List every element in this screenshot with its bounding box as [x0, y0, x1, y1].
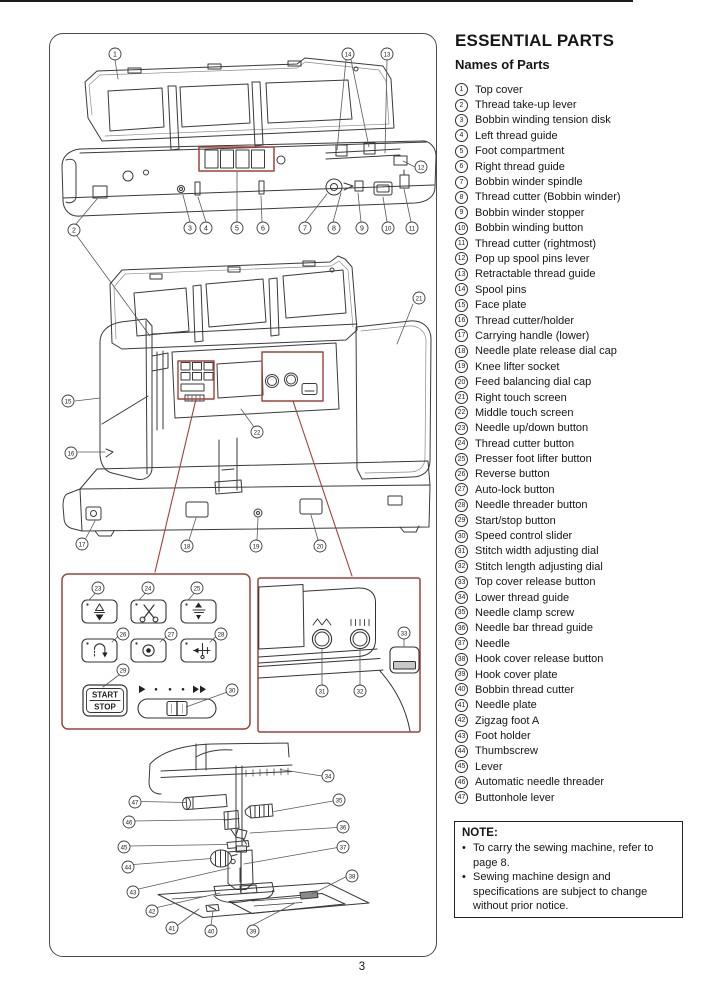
part-item — [455, 451, 690, 466]
part-label: Retractable thread guide — [475, 268, 596, 281]
part-item — [455, 728, 690, 743]
part-number-badge: 29 — [455, 514, 468, 527]
part-label: Top cover release button — [475, 576, 596, 589]
callout-11 — [406, 222, 418, 234]
part-number-badge: 1 — [455, 83, 468, 96]
part-item — [455, 328, 690, 343]
part-number-badge: 6 — [455, 160, 468, 173]
callout-30 — [226, 684, 238, 696]
speed-slow-icon — [139, 686, 146, 694]
part-label: Buttonhole lever — [475, 791, 555, 804]
part-number-badge: 40 — [455, 683, 468, 696]
part-item — [455, 236, 690, 251]
part-label: Spool pins — [475, 283, 527, 296]
part-label: Speed control slider — [475, 530, 573, 543]
part-item — [455, 682, 690, 697]
part-label: Needle up/down button — [475, 422, 589, 435]
part-number-badge: 20 — [455, 376, 468, 389]
parts-list-column — [455, 31, 690, 805]
part-number-badge: 36 — [455, 622, 468, 635]
part-item — [455, 744, 690, 759]
part-label: Needle bar thread guide — [475, 622, 594, 635]
svg-text:4: 4 — [204, 225, 208, 233]
part-number-badge: 45 — [455, 760, 468, 773]
part-item — [455, 498, 690, 513]
callout-33 — [398, 627, 410, 639]
svg-text:40: 40 — [207, 928, 215, 936]
note-box — [454, 821, 683, 918]
part-number-badge: 38 — [455, 653, 468, 666]
part-number-badge: 8 — [455, 191, 468, 204]
part-item — [455, 667, 690, 682]
part-label: Top cover — [475, 83, 523, 96]
part-number-badge: 33 — [455, 576, 468, 589]
part-label: Bobbin winder stopper — [475, 206, 585, 219]
part-label: Face plate — [475, 299, 527, 312]
part-number-badge: 27 — [455, 483, 468, 496]
svg-text:46: 46 — [125, 819, 133, 827]
needle-up-down-icon — [95, 604, 105, 621]
part-label: Stitch length adjusting dial — [475, 560, 603, 573]
svg-text:21: 21 — [415, 295, 423, 303]
svg-text:19: 19 — [252, 543, 260, 551]
part-item — [455, 297, 690, 312]
callout-43 — [127, 886, 139, 898]
part-number-badge: 3 — [455, 114, 468, 127]
note-list — [462, 841, 675, 914]
svg-text:38: 38 — [348, 873, 356, 881]
part-number-badge: 42 — [455, 714, 468, 727]
part-item — [455, 97, 690, 112]
part-label: Automatic needle threader — [475, 776, 605, 789]
part-number-badge: 26 — [455, 468, 468, 481]
part-label: Lower thread guide — [475, 591, 570, 604]
part-number-badge: 32 — [455, 560, 468, 573]
part-number-badge: 22 — [455, 406, 468, 419]
button-panel-detail-box — [62, 574, 250, 729]
part-item — [455, 344, 690, 359]
svg-text:5: 5 — [235, 225, 239, 233]
thumbscrew-part — [211, 850, 238, 867]
part-label: Bobbin winding tension disk — [475, 114, 611, 127]
callout-22 — [251, 426, 263, 438]
reverse-button — [82, 639, 117, 662]
svg-text:37: 37 — [339, 844, 347, 852]
auto-lock-button — [131, 639, 166, 662]
part-label: Middle touch screen — [475, 406, 574, 419]
top-view-leader-lines — [76, 60, 415, 336]
svg-text:9: 9 — [360, 225, 364, 233]
note-item-text: To carry the sewing machine, refer to page 8. — [473, 842, 654, 869]
svg-text:28: 28 — [217, 631, 225, 639]
callout-32 — [354, 685, 366, 697]
needle-up-down-button — [82, 600, 117, 623]
part-label: Feed balancing dial cap — [475, 376, 592, 389]
part-number-badge: 9 — [455, 206, 468, 219]
speed-fast-icon — [193, 686, 206, 694]
part-label: Needle plate — [475, 699, 537, 712]
part-label: Thread take-up lever — [475, 99, 577, 112]
part-item — [455, 313, 690, 328]
bullet-icon: • — [462, 842, 466, 854]
part-item — [455, 113, 690, 128]
stitch-length-dial — [350, 629, 369, 648]
svg-text:42: 42 — [148, 908, 156, 916]
start-stop-button — [83, 685, 127, 716]
part-item — [455, 282, 690, 297]
svg-text:47: 47 — [131, 799, 139, 807]
part-number-badge: 2 — [455, 99, 468, 112]
part-label: Needle plate release dial cap — [475, 345, 617, 358]
svg-text:13: 13 — [383, 51, 391, 59]
note-title: NOTE: — [462, 827, 498, 839]
part-item — [455, 790, 690, 805]
callout-25 — [191, 582, 203, 594]
part-item — [455, 159, 690, 174]
svg-text:22: 22 — [253, 429, 261, 437]
part-item — [455, 651, 690, 666]
svg-text:7: 7 — [303, 225, 307, 233]
part-item — [455, 467, 690, 482]
part-item — [455, 390, 690, 405]
callout-27 — [165, 628, 177, 640]
svg-text:17: 17 — [78, 541, 86, 549]
part-number-badge: 28 — [455, 499, 468, 512]
part-label: Presser foot lifter button — [475, 453, 592, 466]
svg-text:2: 2 — [72, 227, 76, 235]
part-number-badge: 25 — [455, 453, 468, 466]
zigzag-foot-part — [214, 883, 274, 903]
part-label: Bobbin winding button — [475, 222, 584, 235]
callout-17 — [76, 538, 88, 550]
callout-layer — [62, 48, 427, 937]
part-item — [455, 605, 690, 620]
callout-12 — [415, 161, 427, 173]
part-label: Thread cutter/holder — [475, 314, 575, 327]
part-label: Needle — [475, 637, 510, 650]
part-number-badge: 18 — [455, 345, 468, 358]
part-number-badge: 44 — [455, 745, 468, 758]
callout-10 — [382, 222, 394, 234]
scissors-icon — [140, 605, 158, 622]
note-item — [462, 870, 675, 914]
svg-text:43: 43 — [129, 889, 137, 897]
presser-foot-lifter-button — [181, 600, 216, 623]
part-item — [455, 482, 690, 497]
part-item — [455, 359, 690, 374]
callout-23 — [92, 582, 104, 594]
callout-31 — [316, 685, 328, 697]
svg-text:29: 29 — [119, 667, 127, 675]
callout-14 — [342, 48, 354, 60]
auto-lock-icon — [143, 645, 154, 656]
part-number-badge: 31 — [455, 545, 468, 558]
part-number-badge: 23 — [455, 422, 468, 435]
front-view-leader-lines — [75, 304, 413, 540]
front-view-diagram — [63, 256, 431, 576]
needle-threader-icon — [194, 644, 211, 659]
part-number-badge: 16 — [455, 314, 468, 327]
callout-5 — [231, 222, 243, 234]
part-label: Auto-lock button — [475, 483, 555, 496]
part-number-badge: 17 — [455, 329, 468, 342]
part-number-badge: 24 — [455, 437, 468, 450]
part-label: Hook cover plate — [475, 668, 558, 681]
needle-clamp-screw-part — [245, 804, 273, 818]
svg-text:23: 23 — [94, 585, 102, 593]
part-number-badge: 14 — [455, 283, 468, 296]
svg-text:32: 32 — [356, 688, 364, 696]
callout-3 — [184, 222, 196, 234]
svg-text:34: 34 — [324, 773, 332, 781]
part-number-badge: 43 — [455, 730, 468, 743]
part-number-badge: 19 — [455, 360, 468, 373]
part-item — [455, 174, 690, 189]
parts-list — [455, 82, 690, 805]
note-item — [462, 841, 675, 870]
part-item — [455, 190, 690, 205]
callout-20 — [314, 540, 326, 552]
callout-34 — [322, 770, 334, 782]
part-label: Thread cutter (rightmost) — [475, 237, 597, 250]
part-item — [455, 528, 690, 543]
svg-text:18: 18 — [183, 543, 191, 551]
part-item — [455, 636, 690, 651]
top-cover-release-button — [390, 647, 419, 673]
part-label: Hook cover release button — [475, 653, 604, 666]
part-label: Stitch width adjusting dial — [475, 545, 599, 558]
part-item — [455, 759, 690, 774]
callout-35 — [333, 794, 345, 806]
svg-text:36: 36 — [339, 824, 347, 832]
callout-40 — [205, 925, 217, 937]
section-subtitle: Names of Parts — [455, 57, 550, 72]
note-item-text: Sewing machine design and specifications are subject to change without prior notice. — [473, 871, 648, 913]
svg-text:1: 1 — [113, 51, 117, 59]
thread-cutter-button — [131, 600, 166, 623]
part-label: Thread cutter button — [475, 437, 575, 450]
part-item — [455, 374, 690, 389]
page-title: ESSENTIAL PARTS — [455, 31, 615, 50]
part-item — [455, 698, 690, 713]
part-label: Right thread guide — [475, 160, 565, 173]
part-label: Lever — [475, 760, 503, 773]
bobbin-thread-cutter-part — [206, 905, 219, 912]
callout-2 — [68, 224, 80, 236]
part-number-badge: 13 — [455, 268, 468, 281]
callout-44 — [122, 861, 134, 873]
callout-47 — [129, 796, 141, 808]
callout-16 — [65, 447, 77, 459]
speed-control-slider — [138, 686, 216, 719]
top-view-diagram — [62, 58, 436, 336]
stop-label: STOP — [94, 702, 116, 712]
callout-39 — [247, 925, 259, 937]
part-number-badge: 11 — [455, 237, 468, 250]
part-number-badge: 35 — [455, 606, 468, 619]
part-label: Foot compartment — [475, 145, 565, 158]
svg-text:14: 14 — [344, 51, 352, 59]
part-item — [455, 621, 690, 636]
needle-area-diagram — [130, 743, 370, 926]
part-label: Thumbscrew — [475, 745, 538, 758]
callout-36 — [337, 821, 349, 833]
callout-38 — [346, 870, 358, 882]
needle-threader-button — [181, 639, 216, 662]
part-item — [455, 405, 690, 420]
svg-text:33: 33 — [400, 630, 408, 638]
part-label: Knee lifter socket — [475, 360, 560, 373]
part-number-badge: 39 — [455, 668, 468, 681]
part-number-badge: 41 — [455, 699, 468, 712]
part-item — [455, 713, 690, 728]
svg-text:39: 39 — [249, 928, 257, 936]
svg-text:31: 31 — [318, 688, 326, 696]
part-number-badge: 47 — [455, 791, 468, 804]
callout-21 — [413, 292, 425, 304]
part-item — [455, 421, 690, 436]
callout-18 — [181, 540, 193, 552]
start-label: START — [91, 690, 119, 700]
part-number-badge: 5 — [455, 145, 468, 158]
stitch-width-dial — [312, 629, 331, 648]
part-label: Bobbin winder spindle — [475, 176, 583, 189]
part-item — [455, 144, 690, 159]
svg-text:11: 11 — [408, 225, 416, 233]
callout-15 — [62, 395, 74, 407]
part-label: Left thread guide — [475, 129, 558, 142]
callout-46 — [123, 816, 135, 828]
svg-text:45: 45 — [120, 844, 128, 852]
svg-text:26: 26 — [119, 631, 127, 639]
callout-42 — [146, 905, 158, 917]
part-item — [455, 575, 690, 590]
presser-foot-lifter-icon — [193, 603, 205, 620]
callout-24 — [142, 582, 154, 594]
callout-28 — [215, 628, 227, 640]
svg-text:8: 8 — [332, 225, 336, 233]
part-number-badge: 4 — [455, 129, 468, 142]
callout-1 — [109, 48, 121, 60]
part-number-badge: 10 — [455, 222, 468, 235]
stitch-width-icon — [313, 619, 331, 625]
callout-19 — [250, 540, 262, 552]
part-number-badge: 12 — [455, 252, 468, 265]
svg-text:25: 25 — [193, 585, 201, 593]
part-label: Carrying handle (lower) — [475, 329, 590, 342]
callout-26 — [117, 628, 129, 640]
callout-4 — [200, 222, 212, 234]
part-label: Thread cutter (Bobbin winder) — [475, 191, 621, 204]
part-item — [455, 128, 690, 143]
part-label: Right touch screen — [475, 391, 567, 404]
svg-text:16: 16 — [67, 450, 75, 458]
svg-text:27: 27 — [167, 631, 175, 639]
part-number-badge: 30 — [455, 530, 468, 543]
part-number-badge: 46 — [455, 776, 468, 789]
svg-text:6: 6 — [261, 225, 265, 233]
callout-37 — [337, 841, 349, 853]
callout-7 — [299, 222, 311, 234]
buttonhole-lever-part — [183, 795, 228, 810]
part-label: Pop up spool pins lever — [475, 252, 590, 265]
svg-text:41: 41 — [168, 925, 176, 933]
callout-41 — [166, 922, 178, 934]
callout-9 — [356, 222, 368, 234]
part-item — [455, 590, 690, 605]
svg-text:30: 30 — [228, 687, 236, 695]
part-item — [455, 544, 690, 559]
svg-text:3: 3 — [188, 225, 192, 233]
part-label: Start/stop button — [475, 514, 556, 527]
callout-45 — [118, 841, 130, 853]
callout-13 — [381, 48, 393, 60]
part-item — [455, 82, 690, 97]
part-number-badge: 7 — [455, 176, 468, 189]
callout-6 — [257, 222, 269, 234]
svg-text:35: 35 — [335, 797, 343, 805]
part-label: Zigzag foot A — [475, 714, 540, 727]
page-number: 3 — [358, 961, 366, 973]
reverse-icon — [95, 644, 108, 658]
part-item — [455, 513, 690, 528]
part-item — [455, 267, 690, 282]
svg-text:20: 20 — [316, 543, 324, 551]
middle-touch-screen-outline — [259, 585, 304, 650]
part-item — [455, 221, 690, 236]
part-item — [455, 436, 690, 451]
svg-text:24: 24 — [144, 585, 152, 593]
part-label: Foot holder — [475, 730, 531, 743]
part-label: Reverse button — [475, 468, 550, 481]
svg-text:12: 12 — [417, 164, 425, 172]
callout-8 — [328, 222, 340, 234]
stitch-length-icon — [351, 620, 369, 626]
part-number-badge: 15 — [455, 299, 468, 312]
part-label: Bobbin thread cutter — [475, 683, 575, 696]
part-item — [455, 559, 690, 574]
part-item — [455, 205, 690, 220]
svg-text:10: 10 — [384, 225, 392, 233]
callout-29 — [117, 664, 129, 676]
part-label: Needle clamp screw — [475, 606, 575, 619]
bullet-icon: • — [462, 871, 466, 884]
dial-panel-detail-box — [258, 578, 420, 732]
part-number-badge: 21 — [455, 391, 468, 404]
part-label: Needle threader button — [475, 499, 588, 512]
part-number-badge: 37 — [455, 637, 468, 650]
part-item — [455, 775, 690, 790]
svg-text:15: 15 — [64, 398, 72, 406]
part-number-badge: 34 — [455, 591, 468, 604]
part-item — [455, 251, 690, 266]
svg-text:44: 44 — [124, 864, 132, 872]
